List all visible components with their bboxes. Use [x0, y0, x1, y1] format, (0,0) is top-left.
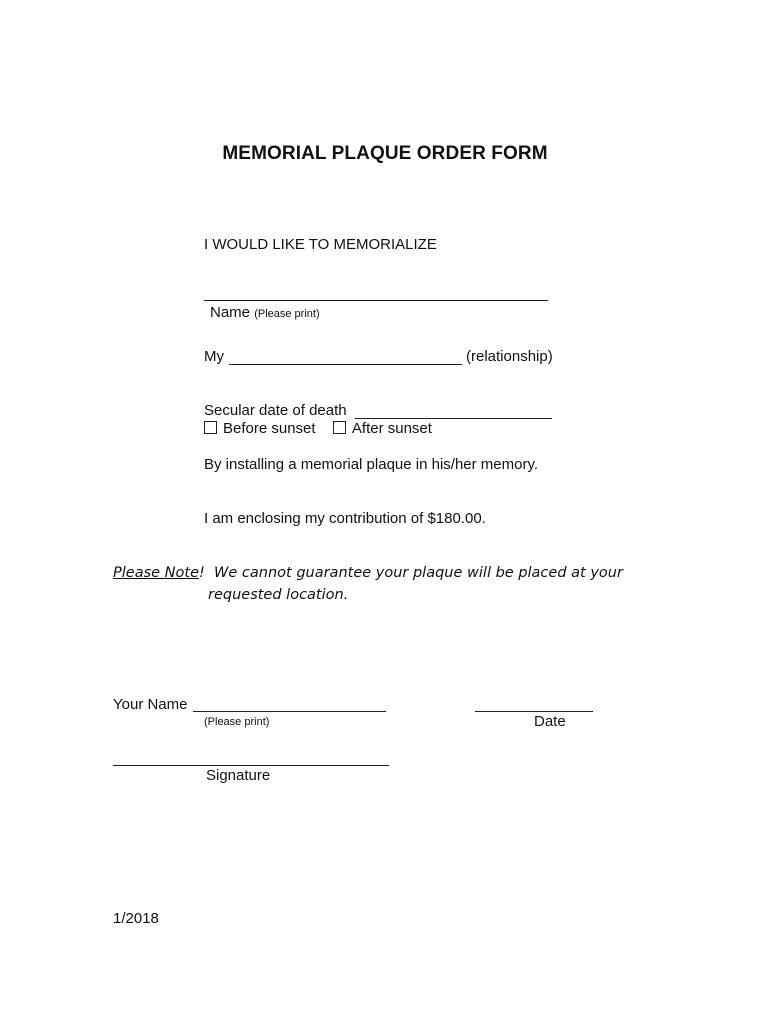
note-line-1 [113, 565, 623, 581]
sunset-options [204, 420, 432, 437]
name-caption [210, 304, 320, 321]
signature-line[interactable] [113, 765, 389, 766]
your-name-hint: (Please print) [204, 716, 270, 728]
date-line[interactable] [475, 711, 593, 712]
before-sunset-label: Before sunset [223, 420, 316, 437]
name-hint: (Please print) [254, 308, 320, 320]
contribution-text: I am enclosing my contribution of $180.00. [204, 510, 486, 527]
note-text-1: We cannot guarantee your plaque will be placed at your [214, 565, 623, 581]
after-sunset-checkbox[interactable] [333, 421, 346, 434]
signature-label: Signature [206, 767, 271, 784]
relationship-label: (relationship) [466, 348, 553, 365]
before-sunset-checkbox[interactable] [204, 421, 217, 434]
form-title: MEMORIAL PLAQUE ORDER FORM [222, 143, 548, 164]
note-exclaim: ! [199, 565, 205, 581]
installing-text: By installing a memorial plaque in his/her memory. [204, 456, 539, 473]
memorialized-name-line[interactable] [204, 300, 548, 301]
my-label: My [204, 348, 224, 365]
note-text-2: requested location. [208, 587, 349, 603]
revision-date: 1/2018 [113, 910, 159, 927]
relationship-line[interactable] [229, 364, 462, 365]
your-name-line[interactable] [193, 711, 386, 712]
death-date-label: Secular date of death [204, 402, 347, 419]
name-label: Name [210, 304, 251, 321]
intro-text: I WOULD LIKE TO MEMORIALIZE [204, 236, 437, 253]
death-date-line[interactable] [355, 418, 552, 419]
note-label: Please Note [113, 565, 199, 581]
after-sunset-label: After sunset [351, 420, 432, 437]
your-name-label: Your Name [113, 696, 188, 713]
date-label: Date [534, 713, 566, 730]
